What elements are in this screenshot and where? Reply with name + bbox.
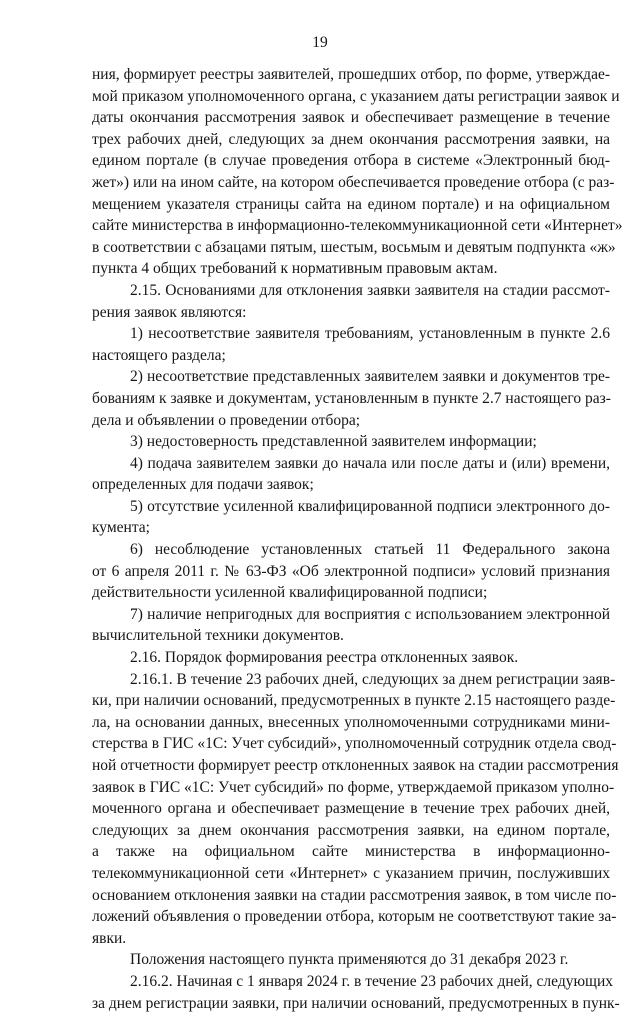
text-line: за днем регистрации заявки, при наличии оснований, предусмотренных в пунк- <box>92 994 620 1012</box>
text-line: кумента; <box>92 519 150 537</box>
text-line: 2.15. Основаниями для отклонения заявки заявителя на стадии рассмот- <box>130 281 610 299</box>
text-line: 2) несоответствие представленных заявителем заявки и документов тре- <box>130 368 610 386</box>
text-line: даты окончания рассмотрения заявок и обеспечивает размещение в течение <box>92 109 610 127</box>
text-line: сайте министерства в информационно-телекоммуникационной сети «Интернет» <box>92 217 623 235</box>
page-number: 19 <box>312 34 328 51</box>
document-body <box>92 64 623 1014</box>
text-line: мещением указателя страницы сайта на едином портале) и на официальном <box>92 195 610 213</box>
text-line: в соответствии с абзацами пятым, шестым, восьмым и девятым подпункта «ж» <box>92 238 616 256</box>
text-line: 6) несоблюдение установленных статьей 11 Федерального закона <box>130 541 610 559</box>
text-line: 2.16.2. Начиная с 1 января 2024 г. в течение 23 рабочих дней, следующих <box>130 972 614 990</box>
text-line: от 6 апреля 2011 г. № 63-ФЗ «Об электронной подписи» условий признания <box>92 562 610 580</box>
text-line: заявок в ГИС «1С: Учет субсидий» по форме, утверждаемой приказом уполно- <box>92 778 615 796</box>
text-line: ложений объявления о проведении отбора, которым не соответствуют такие за- <box>92 908 617 926</box>
text-line: пункта 4 общих требований к нормативным правовым актам. <box>92 260 498 278</box>
text-line: 7) наличие непригодных для восприятия с использованием электронной <box>130 605 610 623</box>
text-line: настоящего раздела; <box>92 346 226 364</box>
text-line: 3) недостоверность представленной заявителем информации; <box>130 433 537 451</box>
text-line: 5) отсутствие усиленной квалифицированной подписи электронного до- <box>130 497 610 515</box>
text-line: явки. <box>92 929 127 947</box>
text-line: трех рабочих дней, следующих за днем окончания рассмотрения заявки, на <box>92 130 610 148</box>
text-line: 2.16. Порядок формирования реестра отклоненных заявок. <box>130 649 519 667</box>
text-line: 1) несоответствие заявителя требованиям, установленным в пункте 2.6 <box>130 325 610 343</box>
text-line: основанием отклонения заявки на стадии рассмотрения заявок, в том числе по- <box>92 886 617 904</box>
text-line: мой приказом уполномоченного органа, с указанием даты регистрации заявок и <box>92 87 620 105</box>
text-line: дела и объявлении о проведении отбора; <box>92 411 361 429</box>
text-line: едином портале (в случае проведения отбора в системе «Электронный бюд- <box>92 152 610 170</box>
text-line: стерства в ГИС «1С: Учет субсидий», уполномоченный сотрудник отдела свод- <box>92 735 617 753</box>
text-line: действительности усиленной квалифицированной подписи; <box>92 584 488 602</box>
text-line: 4) подача заявителем заявки до начала или после даты и (или) времени, <box>130 454 610 472</box>
text-line: следующих за днем окончания рассмотрения заявки, на едином портале, <box>92 821 610 839</box>
text-line: ной отчетности формирует реестр отклоненных заявок на стадии рассмотрения <box>92 757 619 774</box>
text-line: рения заявок являются: <box>92 303 247 321</box>
text-line: 2.16.1. В течение 23 рабочих дней, следующих за днем регистрации заяв- <box>130 670 616 688</box>
text-line: ния, формирует реестры заявителей, прошедших отбор, по форме, утверждае- <box>92 66 610 83</box>
text-line: вычислительной техники документов. <box>92 627 344 645</box>
text-line: ла, на основании данных, внесенных уполномоченными сотрудниками мини- <box>92 713 610 731</box>
text-line: телекоммуникационной сети «Интернет» с указанием причин, послуживших <box>92 864 610 882</box>
text-line: Положения настоящего пункта применяются до 31 декабря 2023 г. <box>130 951 569 969</box>
text-line: ки, при наличии оснований, предусмотренных в пункте 2.15 настоящего разде- <box>92 692 616 710</box>
text-line: жет») или на ином сайте, на котором обеспечивается проведение отбора (с раз- <box>92 173 615 191</box>
text-line: моченного органа и обеспечивает размещение в течение трех рабочих дней, <box>92 800 610 818</box>
text-line: а также на официальном сайте министерства в информационно- <box>92 843 610 861</box>
text-line: бованиям к заявке и документам, установленным в пункте 2.7 настоящего раз- <box>92 389 611 407</box>
text-line: определенных для подачи заявок; <box>92 476 314 494</box>
